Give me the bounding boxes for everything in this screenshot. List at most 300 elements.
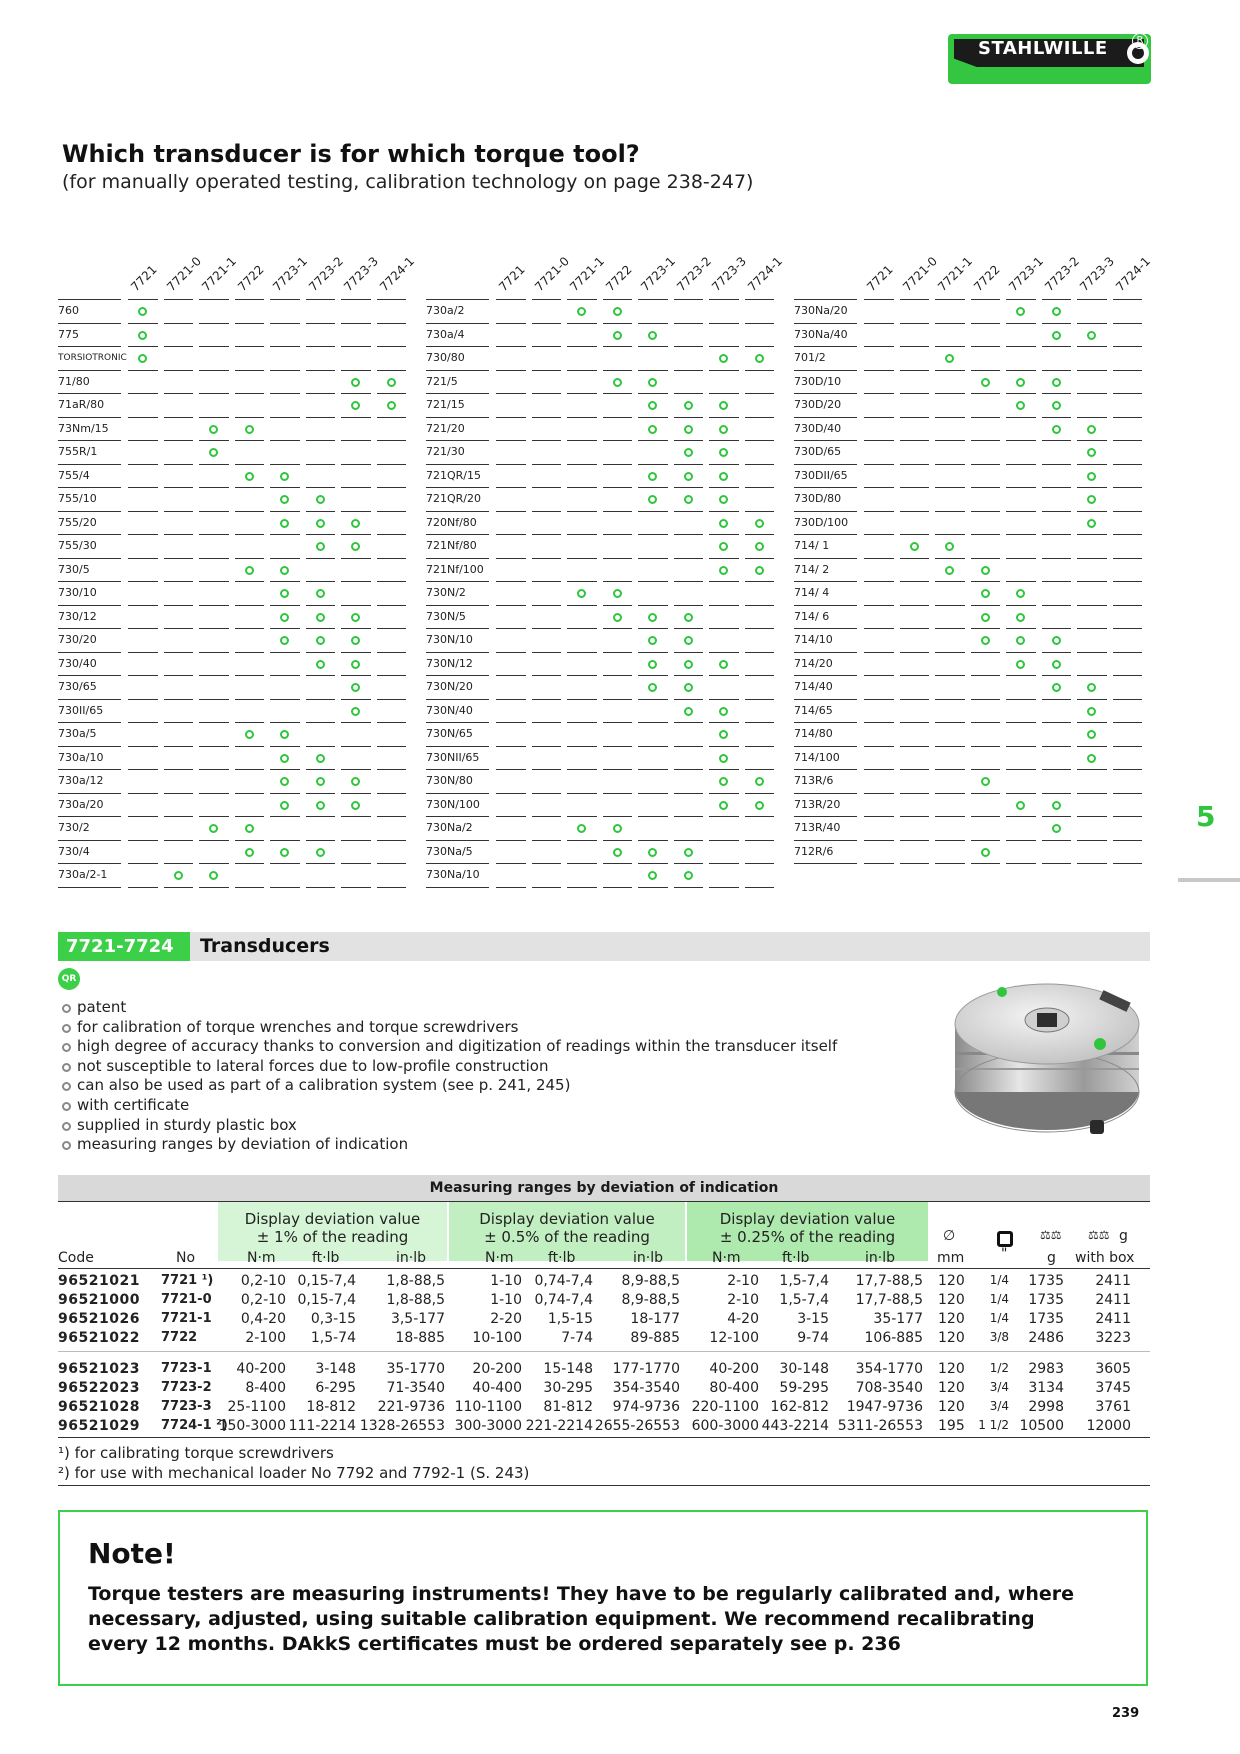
compat-row	[58, 723, 412, 747]
compat-dot-icon	[684, 613, 693, 622]
compat-row	[426, 441, 780, 465]
compat-dot-icon	[755, 566, 764, 575]
compat-dot-icon	[648, 495, 657, 504]
compat-dot-icon	[648, 848, 657, 857]
tool-label: 730/20	[58, 633, 97, 646]
compat-row	[794, 606, 1148, 630]
range-value: 71-3540	[386, 1380, 445, 1396]
column-header: 7724-1	[744, 254, 785, 294]
tool-label: 730/4	[58, 844, 90, 858]
column-header-ftlb: ft·lb	[782, 1250, 810, 1266]
column-header: 7723-2	[1041, 254, 1082, 294]
range-value: 0,2-10	[240, 1292, 286, 1308]
compat-row	[426, 394, 780, 418]
compat-row	[426, 535, 780, 559]
product-no-cell: 7723-2	[161, 1380, 212, 1395]
compat-row	[58, 418, 412, 442]
range-value: 0,15-7,4	[297, 1292, 356, 1308]
compat-row	[426, 770, 780, 794]
range-group-title: Display deviation value	[479, 1210, 655, 1228]
compat-dot-icon	[280, 472, 289, 481]
product-code-cell: 96521022	[58, 1330, 140, 1346]
tool-label: 730D/40	[794, 421, 842, 435]
compat-dot-icon	[613, 613, 622, 622]
tool-label: 730Na/20	[794, 304, 848, 317]
range-value: 0,15-7,4	[297, 1273, 356, 1289]
compat-dot-icon	[981, 589, 990, 598]
compat-row	[426, 300, 780, 324]
tool-label: 730N/12	[426, 656, 473, 670]
compat-dot-icon	[1087, 707, 1096, 716]
compat-dot-icon	[719, 707, 728, 716]
weight-box-value: 3605	[1095, 1361, 1131, 1377]
note-title: Note!	[88, 1537, 176, 1570]
range-value: 6-295	[315, 1380, 356, 1396]
range-value: 0,3-15	[310, 1311, 356, 1327]
compat-dot-icon	[1052, 307, 1061, 316]
range-value: 8,9-88,5	[621, 1292, 680, 1308]
product-code-cell: 96521026	[58, 1311, 140, 1327]
range-value: 221-9736	[377, 1399, 445, 1415]
compat-dot-icon	[209, 871, 218, 880]
tool-label: 73Nm/15	[58, 421, 109, 435]
column-header-nm: N·m	[247, 1250, 276, 1266]
range-value: 1328-26553	[359, 1418, 445, 1434]
compat-dot-icon	[719, 542, 728, 551]
column-header-code: Code	[58, 1250, 94, 1266]
compat-dot-icon	[684, 848, 693, 857]
compat-dot-icon	[245, 848, 254, 857]
product-name: Transducers	[200, 935, 330, 957]
range-value: 18-177	[630, 1311, 680, 1327]
compat-dot-icon	[648, 683, 657, 692]
range-group-tolerance: ± 1% of the reading	[256, 1228, 409, 1246]
range-value: 3-148	[315, 1361, 356, 1377]
tool-label: 730D/80	[794, 492, 842, 505]
range-value: 80-400	[709, 1380, 759, 1396]
compat-dot-icon	[138, 354, 147, 363]
compat-dot-icon	[351, 707, 360, 716]
compat-dot-icon	[209, 824, 218, 833]
tool-label: 730a/12	[58, 774, 104, 787]
compat-row	[794, 629, 1148, 653]
compat-dot-icon	[1087, 730, 1096, 739]
range-value: 15-148	[543, 1361, 593, 1377]
compat-row	[426, 817, 780, 841]
column-header: 7721	[128, 262, 160, 294]
square-drive-icon	[997, 1231, 1013, 1247]
compat-dot-icon	[613, 589, 622, 598]
column-header: 7721-0	[163, 254, 204, 294]
weight-box-value: 3761	[1095, 1399, 1131, 1415]
product-code-cell: 96521021	[58, 1273, 140, 1289]
compat-row	[58, 559, 412, 583]
column-header-inch: "	[1001, 1246, 1008, 1262]
section-bar	[1178, 878, 1240, 882]
tool-label: 720Nf/80	[426, 515, 477, 529]
compat-dot-icon	[755, 542, 764, 551]
column-header: 7723-1	[270, 254, 311, 294]
compat-dot-icon	[1087, 519, 1096, 528]
product-no-cell: 7723-1	[161, 1361, 212, 1376]
compat-dot-icon	[280, 589, 289, 598]
tool-label: 713R/40	[794, 821, 841, 834]
weight-value: 1735	[1028, 1273, 1064, 1289]
range-value: 59-295	[779, 1380, 829, 1396]
weight-box-icon: ⚖⚖	[1088, 1228, 1110, 1242]
compat-dot-icon	[684, 871, 693, 880]
brand-logo-text: STAHLWILLE	[978, 38, 1108, 59]
range-value: 17,7-88,5	[855, 1273, 923, 1289]
range-value: 300-3000	[454, 1418, 522, 1434]
tool-label: 730N/40	[426, 703, 473, 717]
range-value: 4-20	[727, 1311, 759, 1327]
compat-row	[794, 653, 1148, 677]
compat-dot-icon	[755, 354, 764, 363]
compat-dot-icon	[1052, 401, 1061, 410]
compat-table-header	[58, 242, 417, 300]
compat-row	[426, 324, 780, 348]
compat-dot-icon	[719, 566, 728, 575]
tool-label: 730a/10	[58, 750, 104, 764]
compat-dot-icon	[1052, 378, 1061, 387]
range-group-tolerance: ± 0.25% of the reading	[719, 1228, 896, 1246]
compat-row	[426, 347, 780, 371]
compat-row	[58, 841, 412, 865]
compat-dot-icon	[1087, 331, 1096, 340]
compat-dot-icon	[316, 801, 325, 810]
compat-row	[58, 512, 412, 536]
compat-dot-icon	[209, 448, 218, 457]
range-value: 1-10	[490, 1292, 522, 1308]
range-value: 110-1100	[454, 1399, 522, 1415]
tool-label: 730Na/2	[426, 821, 473, 834]
compat-dot-icon	[1016, 613, 1025, 622]
compat-row	[426, 676, 780, 700]
compat-row	[58, 817, 412, 841]
tool-label: 730N/10	[426, 633, 473, 646]
diameter-value: 120	[938, 1273, 965, 1289]
compat-dot-icon	[245, 472, 254, 481]
compat-row	[58, 371, 412, 395]
compat-dot-icon	[1087, 754, 1096, 763]
range-value: 974-9736	[612, 1399, 680, 1415]
range-value: 89-885	[630, 1330, 680, 1346]
compat-dot-icon	[351, 613, 360, 622]
drive-size-value: 3/4	[989, 1399, 1009, 1413]
compat-row	[426, 559, 780, 583]
range-value: 2-100	[245, 1330, 286, 1346]
tool-label: 755/30	[58, 539, 97, 552]
compat-dot-icon	[316, 495, 325, 504]
compat-dot-icon	[316, 777, 325, 786]
compat-dot-icon	[1052, 683, 1061, 692]
column-header: 7723-3	[1077, 254, 1118, 294]
compat-row	[426, 606, 780, 630]
drive-size-value: 1/4	[989, 1311, 1009, 1325]
tool-label: 755/10	[58, 492, 97, 505]
compat-dot-icon	[351, 519, 360, 528]
compat-dot-icon	[719, 425, 728, 434]
range-value: 17,7-88,5	[855, 1292, 923, 1308]
compat-dot-icon	[719, 519, 728, 528]
column-header-mm: mm	[937, 1250, 965, 1266]
compat-row	[794, 535, 1148, 559]
tool-label: 714/80	[794, 727, 833, 740]
compat-row	[58, 700, 412, 724]
divider	[58, 1437, 1150, 1438]
tool-label: 714/10	[794, 633, 833, 646]
compat-dot-icon	[1016, 801, 1025, 810]
compat-table-header	[794, 242, 1153, 300]
range-value: 2655-26553	[594, 1418, 680, 1434]
compat-dot-icon	[719, 448, 728, 457]
column-header: 7721-0	[531, 254, 572, 294]
transducer-product-image	[940, 972, 1150, 1152]
compat-dot-icon	[613, 307, 622, 316]
column-header: 7723-3	[709, 254, 750, 294]
tool-label: 730/40	[58, 656, 97, 670]
compat-dot-icon	[1087, 425, 1096, 434]
range-value: 3,5-177	[390, 1311, 445, 1327]
range-value: 708-3540	[855, 1380, 923, 1396]
compat-dot-icon	[945, 354, 954, 363]
compat-dot-icon	[1052, 660, 1061, 669]
tool-label: 721/30	[426, 445, 465, 458]
tool-label: 730a/4	[426, 327, 465, 341]
diameter-icon: ∅	[943, 1228, 956, 1244]
compat-row	[58, 582, 412, 606]
range-value: 25-1100	[227, 1399, 286, 1415]
compat-dot-icon	[1052, 636, 1061, 645]
compat-dot-icon	[648, 660, 657, 669]
compat-row	[426, 653, 780, 677]
compat-row	[794, 676, 1148, 700]
compat-dot-icon	[280, 636, 289, 645]
tool-label: 721Nf/80	[426, 539, 477, 552]
range-value: 81-812	[543, 1399, 593, 1415]
compat-dot-icon	[684, 660, 693, 669]
feature-item: for calibration of torque wrenches and torque screwdrivers	[62, 1018, 837, 1038]
compat-row	[794, 582, 1148, 606]
drive-size-value: 1/2	[989, 1361, 1009, 1375]
compat-dot-icon	[577, 824, 586, 833]
compat-row	[426, 747, 780, 771]
compat-row	[58, 676, 412, 700]
compat-row	[794, 723, 1148, 747]
tool-label: 730a/2	[426, 304, 465, 317]
tool-label: 730a/2-1	[58, 868, 108, 881]
page-subtitle: (for manually operated testing, calibration technology on page 238-247)	[62, 171, 754, 193]
compat-dot-icon	[1052, 425, 1061, 434]
page-title: Which transducer is for which torque tool?	[62, 140, 640, 168]
tool-label: 730D/100	[794, 515, 849, 529]
range-value: 1,8-88,5	[386, 1273, 445, 1289]
diameter-value: 120	[938, 1361, 965, 1377]
compat-dot-icon	[684, 472, 693, 481]
compat-dot-icon	[1052, 801, 1061, 810]
divider	[58, 1268, 1150, 1269]
compat-dot-icon	[351, 378, 360, 387]
compat-dot-icon	[316, 660, 325, 669]
range-value: 10-100	[472, 1330, 522, 1346]
tool-label: 755/4	[58, 468, 90, 482]
compat-table-header	[426, 242, 785, 300]
weight-value: 1735	[1028, 1311, 1064, 1327]
compat-dot-icon	[280, 777, 289, 786]
weight-value: 2983	[1028, 1361, 1064, 1377]
column-header-no: No	[176, 1250, 196, 1266]
compat-row	[794, 347, 1148, 371]
range-value: 0,2-10	[240, 1273, 286, 1289]
drive-size-value: 1/4	[989, 1292, 1009, 1306]
weight-box-value: 2411	[1095, 1311, 1131, 1327]
compat-row	[58, 629, 412, 653]
compat-dot-icon	[613, 824, 622, 833]
range-value: 7-74	[561, 1330, 593, 1346]
page-number: 239	[1112, 1706, 1140, 1721]
tool-label: 730N/65	[426, 727, 473, 740]
weight-box-value: 12000	[1086, 1418, 1131, 1434]
compat-row	[58, 535, 412, 559]
compat-dot-icon	[1087, 683, 1096, 692]
weight-value: 3134	[1028, 1380, 1064, 1396]
column-header: 7724-1	[1112, 254, 1153, 294]
range-value: 354-3540	[612, 1380, 680, 1396]
feature-item: with certificate	[62, 1096, 837, 1116]
tool-label: 714/ 1	[794, 539, 830, 552]
compat-dot-icon	[316, 542, 325, 551]
feature-item: can also be used as part of a calibration system (see p. 241, 245)	[62, 1076, 837, 1096]
range-value: 35-177	[873, 1311, 923, 1327]
tool-label: 730D/10	[794, 374, 842, 388]
compat-row	[58, 606, 412, 630]
range-value: 2-10	[727, 1273, 759, 1289]
range-value: 221-2214	[525, 1418, 593, 1434]
column-header-inlb: in·lb	[633, 1250, 663, 1266]
feature-item: supplied in sturdy plastic box	[62, 1116, 837, 1136]
diameter-value: 120	[938, 1330, 965, 1346]
range-value: 8,9-88,5	[621, 1273, 680, 1289]
compat-dot-icon	[1016, 660, 1025, 669]
compat-dot-icon	[138, 307, 147, 316]
compat-row	[58, 465, 412, 489]
tool-label: 730N/100	[426, 797, 480, 811]
tool-label: 730D/65	[794, 445, 842, 458]
compat-dot-icon	[280, 730, 289, 739]
compat-row	[794, 324, 1148, 348]
compat-dot-icon	[648, 871, 657, 880]
footnote-1: ¹) for calibrating torque screwdrivers	[58, 1444, 334, 1462]
column-header: 7721-1	[567, 254, 608, 294]
compat-dot-icon	[174, 871, 183, 880]
tool-label: 713R/6	[794, 774, 834, 787]
compat-dot-icon	[755, 519, 764, 528]
column-header: 7723-1	[638, 254, 679, 294]
column-header: 7723-2	[673, 254, 714, 294]
tool-label: 730a/20	[58, 797, 104, 811]
column-header-ftlb: ft·lb	[548, 1250, 576, 1266]
range-value: 600-3000	[691, 1418, 759, 1434]
tool-label: 721/15	[426, 398, 465, 411]
compat-row	[794, 371, 1148, 395]
column-header: 7721	[864, 262, 896, 294]
tool-label: 730N/80	[426, 774, 473, 787]
compat-row	[426, 864, 780, 888]
range-value: 150-3000	[218, 1418, 286, 1434]
compat-dot-icon	[719, 401, 728, 410]
compat-dot-icon	[648, 472, 657, 481]
tool-label: 714/65	[794, 703, 833, 717]
compat-dot-icon	[719, 730, 728, 739]
compat-row	[426, 629, 780, 653]
range-value: 5311-26553	[837, 1418, 923, 1434]
product-code-cell: 96521028	[58, 1399, 140, 1415]
compat-dot-icon	[719, 495, 728, 504]
ranges-table-title: Measuring ranges by deviation of indication	[58, 1175, 1150, 1201]
range-value: 0,74-7,4	[534, 1273, 593, 1289]
column-header-inlb: in·lb	[865, 1250, 895, 1266]
compat-row	[58, 324, 412, 348]
compat-dot-icon	[719, 801, 728, 810]
feature-item: patent	[62, 998, 837, 1018]
compat-dot-icon	[351, 636, 360, 645]
compat-dot-icon	[351, 777, 360, 786]
tool-label: 730/5	[58, 562, 90, 576]
qr-badge-icon: QR	[58, 968, 80, 990]
column-header: 7723-1	[1006, 254, 1047, 294]
compat-dot-icon	[245, 566, 254, 575]
feature-list	[62, 998, 837, 1155]
feature-item: not susceptible to lateral forces due to low-profile construction	[62, 1057, 837, 1077]
range-value: 0,74-7,4	[534, 1292, 593, 1308]
column-header: 7724-1	[376, 254, 417, 294]
product-no-cell: 7721-1	[161, 1311, 212, 1326]
product-code-cell: 96521000	[58, 1292, 140, 1308]
compat-row	[58, 300, 412, 324]
range-value: 30-148	[779, 1361, 829, 1377]
tool-label: 730/12	[58, 609, 97, 623]
range-value: 20-200	[472, 1361, 522, 1377]
feature-item: measuring ranges by deviation of indication	[62, 1135, 837, 1155]
range-value: 443-2214	[761, 1418, 829, 1434]
column-header-ftlb: ft·lb	[312, 1250, 340, 1266]
range-value: 8-400	[245, 1380, 286, 1396]
product-no-cell: 7721-0	[161, 1292, 212, 1307]
range-value: 1,5-7,4	[779, 1292, 829, 1308]
compat-dot-icon	[755, 801, 764, 810]
compat-dot-icon	[648, 636, 657, 645]
drive-size-value: 3/4	[989, 1380, 1009, 1394]
compat-row	[426, 418, 780, 442]
product-code-cell: 96521023	[58, 1361, 140, 1377]
drive-size-value: 3/8	[989, 1330, 1009, 1344]
compat-dot-icon	[577, 589, 586, 598]
tool-label: 730N/5	[426, 609, 466, 623]
compat-dot-icon	[648, 401, 657, 410]
compat-dot-icon	[648, 378, 657, 387]
compat-row	[794, 488, 1148, 512]
range-value: 40-200	[236, 1361, 286, 1377]
weight-box-value: 2411	[1095, 1273, 1131, 1289]
compat-row	[794, 394, 1148, 418]
compat-row	[794, 841, 1148, 865]
range-value: 162-812	[770, 1399, 829, 1415]
compat-dot-icon	[910, 542, 919, 551]
weight-value: 1735	[1028, 1292, 1064, 1308]
weight-box-value: 3223	[1095, 1330, 1131, 1346]
column-header-g-box: with box	[1075, 1250, 1135, 1266]
